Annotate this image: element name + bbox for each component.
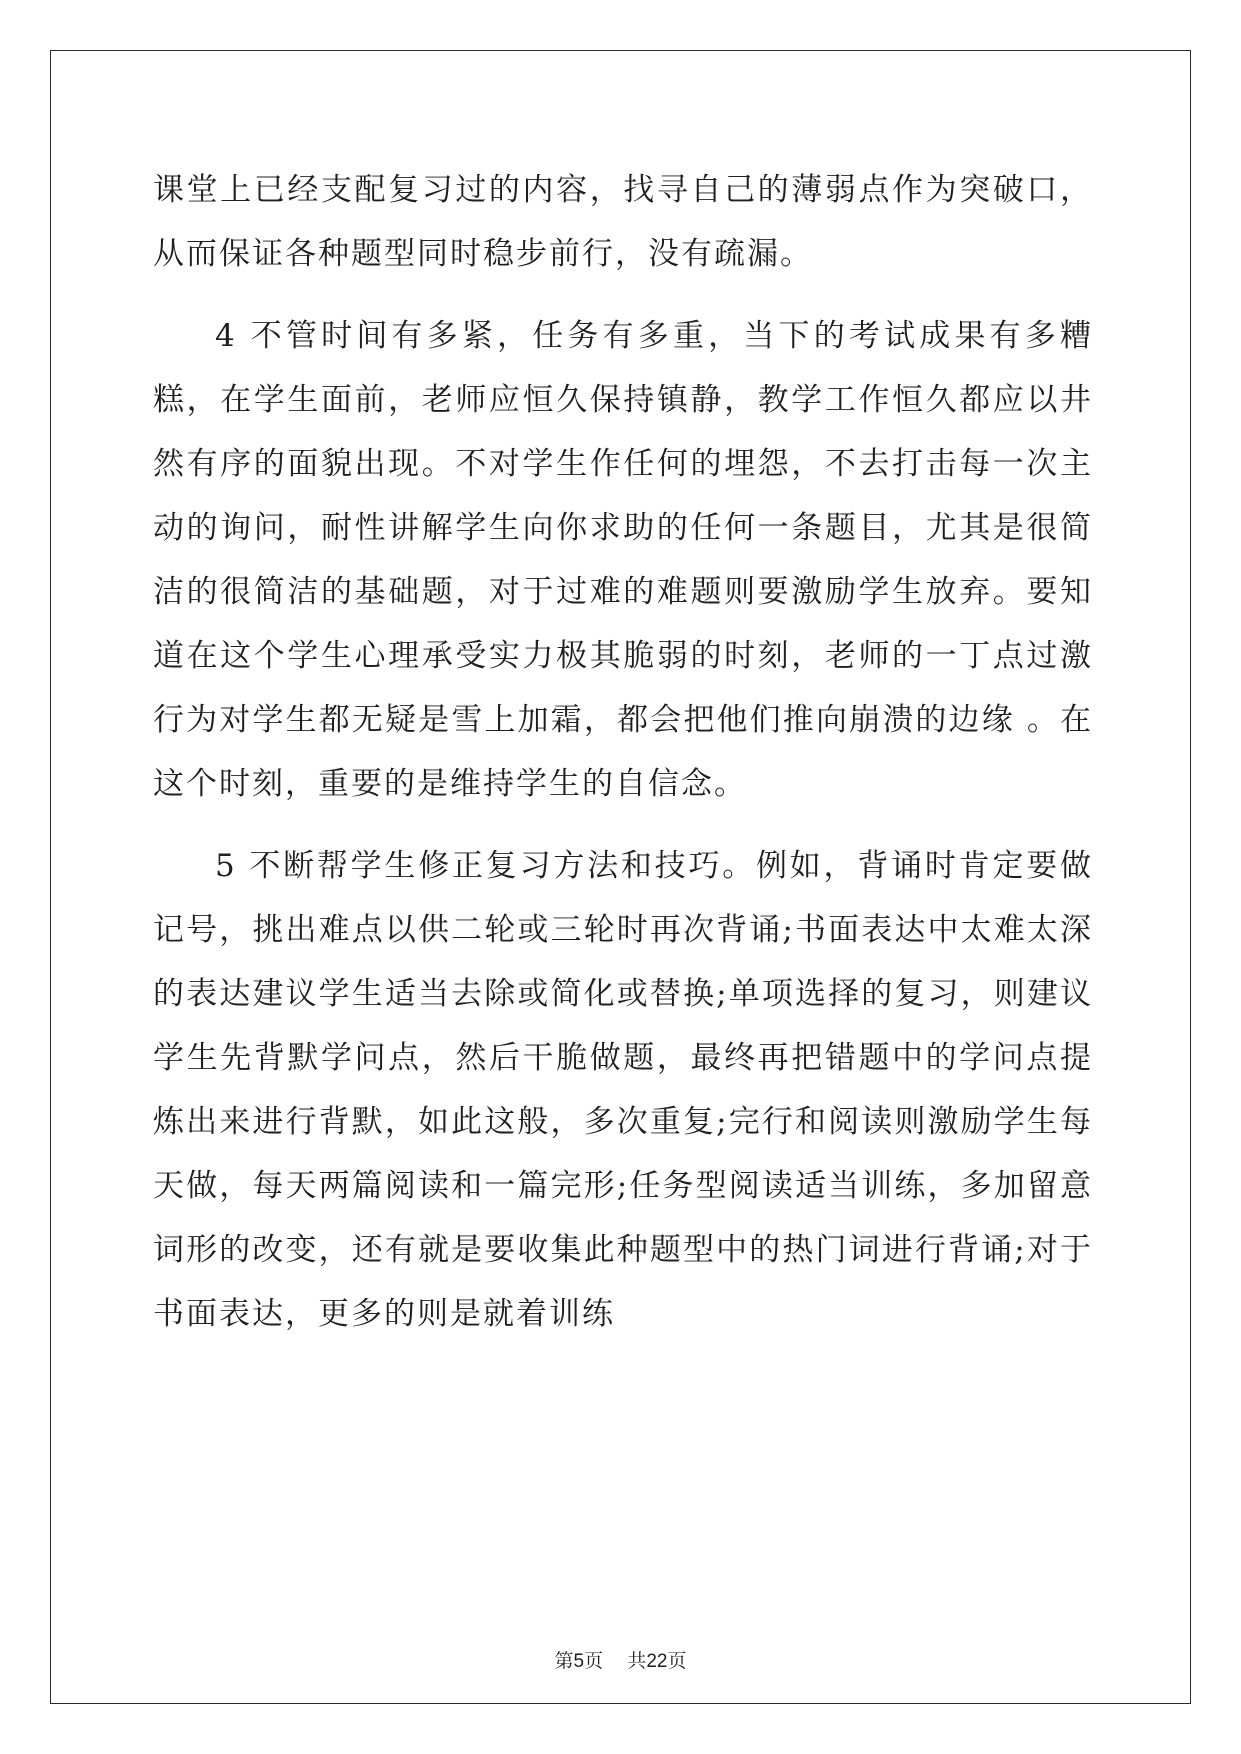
footer-total-prefix: 共 (627, 1650, 647, 1672)
page-footer (0, 1646, 1241, 1673)
paragraph-1: 课堂上已经支配复习过的内容，找寻自己的薄弱点作为突破口，从而保证各种题型同时稳步前行，没有疏漏。 (153, 172, 1093, 272)
footer-page-total: 22 (646, 1651, 668, 1672)
paragraph-3: 5 不断帮学生修正复习方法和技巧。例如，背诵时肯定要做记号，挑出难点以供二轮或三轮时再次背诵;书面表达中太难太深的表达建议学生适当去除或简化或替换;单项选择的复习，则建议学生先背默学问点，然后干脆做题，最终再把错题中的学问点提炼出来进行背默，如此这般，多次重复;完行和阅读则激励学生每天做，每天两篇阅读和一篇完形;任务型阅读适当训练，多加留意词形的改变，还有就是要收集此种题型中的热门词进行背诵;对于书面表达，更多的则是就着训练 (153, 848, 1093, 1332)
footer-page-prefix: 第 (554, 1650, 574, 1672)
document-body (153, 158, 1093, 1364)
footer-total-unit: 页 (667, 1650, 687, 1672)
paragraph-2: 4 不管时间有多紧，任务有多重，当下的考试成果有多糟糕，在学生面前，老师应恒久保持镇静，教学工作恒久都应以井然有序的面貌出现。不对学生作任何的埋怨，不去打击每一次主动的询问，耐性讲解学生向你求助的任何一条题目，尤其是很简洁的很简洁的基础题，对于过难的难题则要激励学生放弃。要知道在这个学生心理承受实力极其脆弱的时刻，老师的一丁点过激行为对学生都无疑是雪上加霜，都会把他们推向崩溃的边缘 。在这个时刻，重要的是维持学生的自信念。 (153, 318, 1093, 802)
footer-page-unit: 页 (584, 1650, 604, 1672)
footer-page-current: 5 (573, 1651, 585, 1672)
